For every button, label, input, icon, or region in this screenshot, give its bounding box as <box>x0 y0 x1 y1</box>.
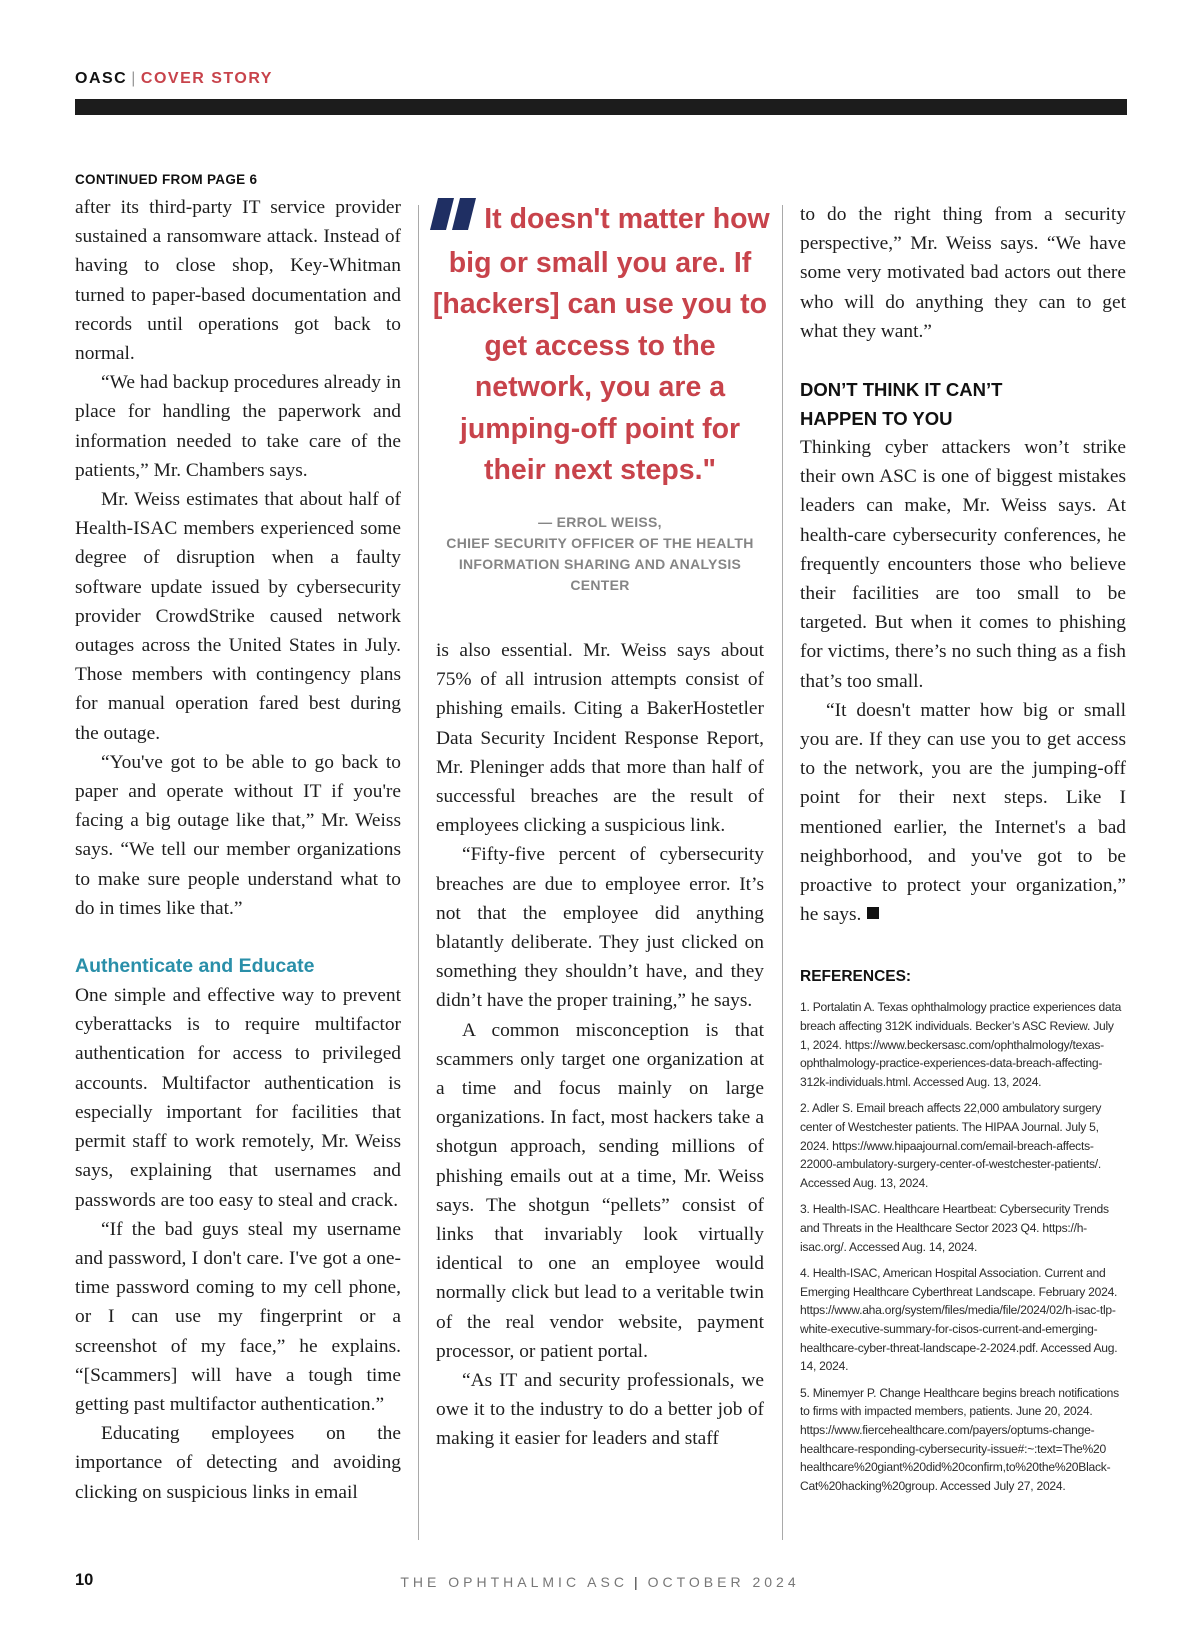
column-divider-left <box>418 205 419 1540</box>
paragraph: “You've got to be able to go back to paper and operate without IT if you're facing a big outage like that,” Mr. Weiss says. “We tell our member organizations to make sure people understand what to do in times like that.” <box>75 751 401 919</box>
column-divider-right <box>782 205 783 1540</box>
subhead-authenticate: Authenticate and Educate <box>75 955 315 978</box>
paragraph <box>800 696 1126 930</box>
subhead-dont-think <box>800 375 1126 433</box>
paragraph: Thinking cyber attackers won’t strike their own ASC is one of biggest mistakes leaders can make, Mr. Weiss says. At health-care cybersecurity conferences, he frequently encounters those who believe their facilities are too small to be targeted. But when it comes to phishing for victims, there’s no such thing as a fish that’s too small. <box>800 437 1126 692</box>
reference-item: 4. Health-ISAC, American Hospital Association. Current and Emerging Healthcare Cyberthreat Landscape. February 2024. https://www.aha.org/system/files/media/file/2024/02/h-isac-tlp-white-executive-summary-for-cisos-current-and-emerging-healthcare-cyber-threat-landscape-2-2024.pdf. Accessed Aug. 14, 2024. <box>800 1266 1118 1374</box>
paragraph: “As IT and security professionals, we owe it to the industry to do a better job of making it easier for leaders and staff <box>436 1370 764 1450</box>
end-mark-icon <box>867 907 879 919</box>
paragraph: Educating employees on the importance of detecting and avoiding clicking on suspicious links in email <box>75 1423 401 1503</box>
paragraph-text: “It doesn't matter how big or small you are. If they can use you to get access to the network, you are the jumping-off point for their next steps. Like I mentioned earlier, the Internet's a bad neighborhood, and you've got to be proactive to protect your organization,” he says. <box>800 699 1126 926</box>
running-header <box>75 70 273 88</box>
references-title: REFERENCES: <box>800 968 912 986</box>
paragraph: Mr. Weiss estimates that about half of Health-ISAC members experienced some degree of disruption when a faulty software update issued by cybersecurity provider CrowdStrike caused network outages across the United States in July. Those members with contingency plans for manual operation fared best during the outage. <box>75 489 401 744</box>
pull-quote-attribution <box>430 512 770 596</box>
reference-item: 3. Health-ISAC. Healthcare Heartbeat: Cybersecurity Trends and Threats in the Healthcare Sector 2023 Q4. https://h-isac.org/. Accessed Aug. 14, 2024. <box>800 1202 1109 1254</box>
reference-item: 5. Minemyer P. Change Healthcare begins breach notifications to firms with impacted members, patients. June 20, 2024. https://www.fiercehealthcare.com/payers/optums-change-healthcare-responding-cybersecurity-issue#:~:text=The%20 healthcare%20giant%20did%20confirm,to%20the%20Black-Cat%20hacking%20group. Accessed July 27, 2024. <box>800 1385 1119 1493</box>
paragraph: after its third-party IT service provider sustained a ransomware attack. Instead of having to close shop, Key-Whitman turned to paper-based documentation and records until operations got back to normal. <box>75 197 401 365</box>
paragraph: is also essential. Mr. Weiss says about 75% of all intrusion attempts consist of phishing emails. Citing a BakerHostetler Data Security Incident Response Report, Mr. Pleninger adds that more than half of successful breaches are the result of employees clicking a suspicious link. <box>436 640 764 837</box>
brand-label: OASC <box>75 70 128 87</box>
paragraph: “Fifty-five percent of cybersecurity breaches are due to employee error. It’s not that the employee did anything blatantly deliberate. They just clicked on something they shouldn’t have, and they didn’t have the proper training,” he says. <box>436 844 764 1012</box>
header-rule <box>75 99 1127 115</box>
paragraph: “If the bad guys steal my username and password, I don't care. I've got a one-time password coming to my cell phone, or I can use my fingerprint or a screenshot of my face,” he explains. “[Scammers] will have a tough time getting past multifactor authentication.” <box>75 1218 401 1415</box>
paragraph: to do the right thing from a security perspective,” Mr. Weiss says. “We have some very motivated bad actors out there who will do anything they can to get what they want.” <box>800 204 1126 342</box>
paragraph: “We had backup procedures already in place for handling the paperwork and information needed to take care of the patients,” Mr. Chambers says. <box>75 372 401 481</box>
column-2 <box>436 636 764 1454</box>
column-3 <box>800 200 1126 1503</box>
subhead-line: HAPPEN TO YOU <box>800 408 953 430</box>
paragraph: One simple and effective way to prevent cyberattacks is to require multifactor authentication for access to privileged accounts. Multifactor authentication is especially important for facilities that permit staff to work remotely, Mr. Weiss says, explaining that usernames and passwords are too easy to steal and crack. <box>75 985 401 1211</box>
pull-quote <box>430 198 770 596</box>
column-1 <box>75 172 401 1507</box>
footer-magazine <box>0 1574 1200 1590</box>
section-label: COVER STORY <box>140 70 273 87</box>
header-separator: | <box>131 70 137 87</box>
footer-separator: | <box>633 1574 642 1590</box>
reference-item: 1. Portalatin A. Texas ophthalmology practice experiences data breach affecting 312K individuals. Becker’s ASC Review. July 1, 2024. https://www.beckersasc.com/ophthalmology/texas-ophthalmology-practice-experiences-data-breach-affecting-312k-individuals.html. Accessed Aug. 13, 2024. <box>800 1000 1122 1089</box>
issue-date: OCTOBER 2024 <box>647 1574 800 1590</box>
continued-label: CONTINUED FROM PAGE 6 <box>75 172 258 187</box>
subhead-line: DON’T THINK IT CAN’T <box>800 379 1003 401</box>
attribution-name: — ERROL WEISS, <box>538 513 662 530</box>
page-number: 10 <box>75 1571 94 1589</box>
reference-item: 2. Adler S. Email breach affects 22,000 ambulatory surgery center of Westchester patients. The HIPAA Journal. July 5, 2024. https://www.hipaajournal.com/email-breach-affects-22000-ambulatory-surgery-center-of-westchester-patients/. Accessed Aug. 13, 2024. <box>800 1101 1102 1190</box>
quote-mark-icon <box>430 198 476 243</box>
magazine-title: THE OPHTHALMIC ASC <box>400 1574 628 1590</box>
pull-quote-text: It doesn't matter how big or small you are. If [hackers] can use you to get access to the network, you are a jumping-off point for their next steps." <box>432 203 770 486</box>
attribution-title: CHIEF SECURITY OFFICER OF THE HEALTH INFORMATION SHARING AND ANALYSIS CENTER <box>446 534 754 593</box>
paragraph: A common misconception is that scammers only target one organization at a time and focus mainly on large organizations. In fact, most hackers take a shotgun approach, sending millions of phishing emails out at a time, Mr. Weiss says. The shotgun “pellets” consist of links that invariably look virtually identical to one an employee would normally click but lead to a veritable twin of the real vendor website, payment processor, or patient portal. <box>436 1019 764 1362</box>
